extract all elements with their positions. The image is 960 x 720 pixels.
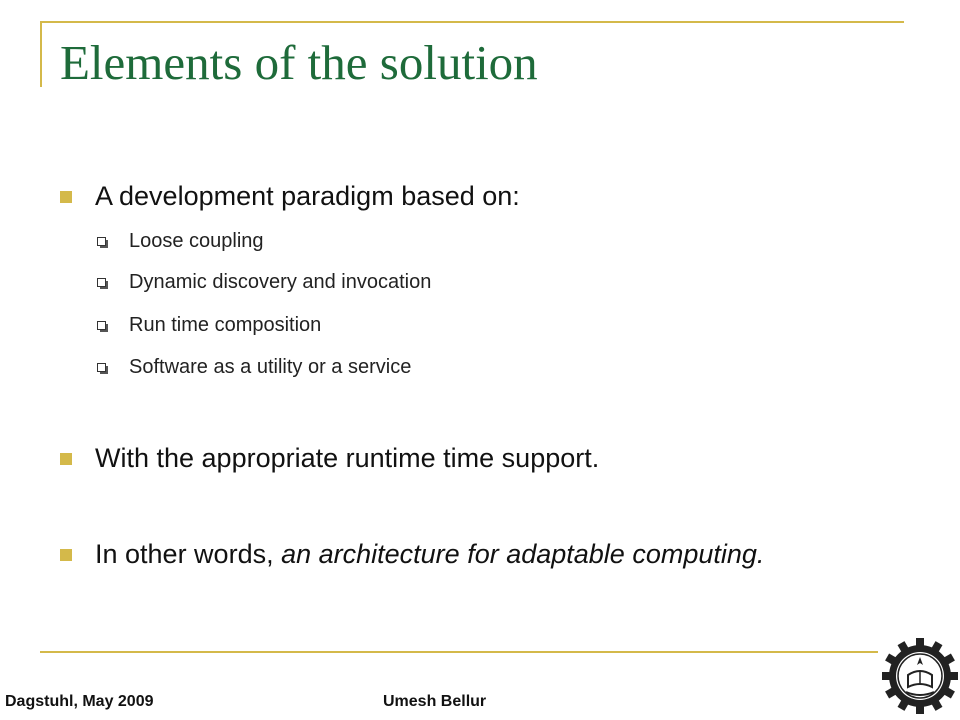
footer-author: Umesh Bellur [383, 693, 487, 710]
footer-event: Dagstuhl, May 2009 [5, 693, 154, 710]
bullet-text-italic: an architecture for adaptable computing. [281, 539, 765, 569]
slide-title: Elements of the solution [60, 35, 538, 90]
footer-divider [40, 651, 878, 653]
sub-bullet-box-icon [97, 278, 106, 287]
bullet-text-plain: In other words, [95, 539, 282, 569]
bullet-item [60, 178, 855, 214]
sub-bullet-box-icon [97, 321, 106, 330]
sub-bullet-text: Software as a utility or a service [129, 356, 412, 378]
sub-bullet-item [97, 228, 264, 254]
sub-bullet-item [97, 312, 321, 338]
sub-bullet-box-icon [97, 237, 106, 246]
sub-bullet-box-icon [97, 363, 106, 372]
title-frame-top-line [40, 21, 904, 23]
sub-bullet-text: Dynamic discovery and invocation [129, 271, 432, 293]
bullet-item [60, 440, 855, 476]
sub-bullet-text: Loose coupling [129, 230, 264, 252]
sub-bullet-item [97, 354, 411, 380]
bullet-text: With the appropriate runtime time support. [95, 443, 600, 473]
bullet-text [95, 536, 855, 572]
sub-bullet-text: Run time composition [129, 314, 322, 336]
bullet-text: A development paradigm based on: [95, 181, 520, 211]
bullet-square-icon [60, 453, 72, 465]
bullet-square-icon [60, 549, 72, 561]
sub-bullet-item [97, 269, 431, 295]
gear-seal-icon [880, 635, 960, 717]
title-frame-left-line [40, 21, 42, 87]
bullet-square-icon [60, 191, 72, 203]
bullet-item [60, 536, 855, 572]
